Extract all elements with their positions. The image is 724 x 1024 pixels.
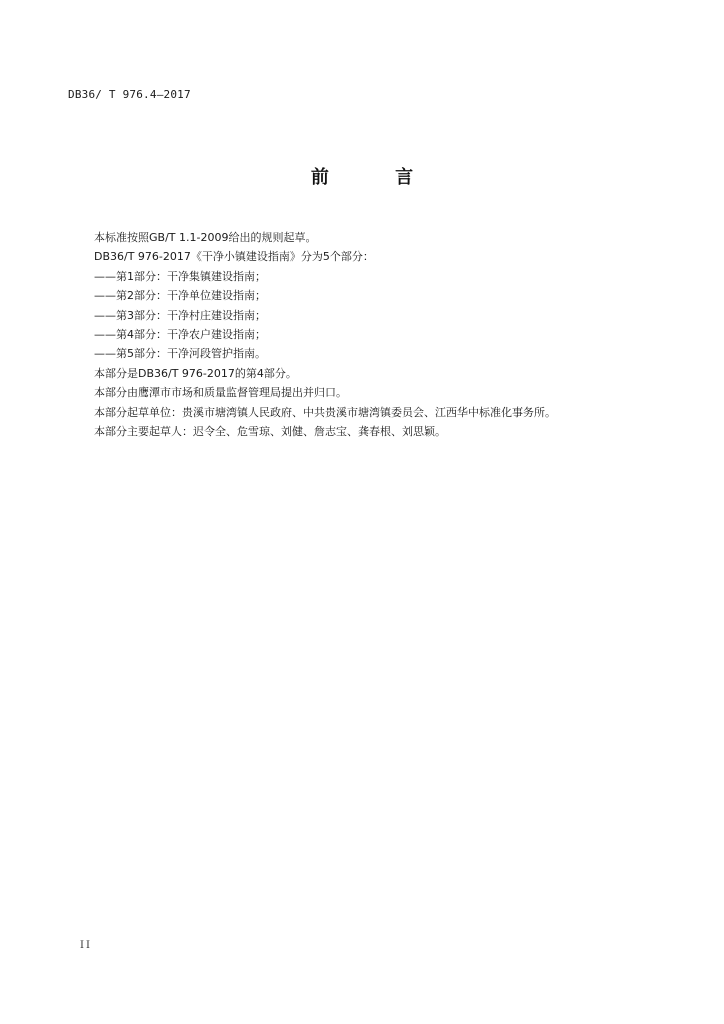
list-item-part-1: ——第1部分：干净集镇建设指南； <box>94 269 266 283</box>
paragraph-drafters: 本部分主要起草人：迟令全、危雪琼、刘健、詹志宝、龚春根、刘思颖。 <box>94 424 446 438</box>
list-item-part-2: ——第2部分：干净单位建设指南； <box>94 289 266 303</box>
paragraph-drafting-units: 本部分起草单位：贵溪市塘湾镇人民政府、中共贵溪市塘湾镇委员会、江西华中标准化事务所。 <box>94 405 556 419</box>
paragraph-this-part: 本部分是DB36/T 976-2017的第4部分。 <box>94 366 297 380</box>
list-item-part-3: ——第3部分：干净村庄建设指南； <box>94 308 266 322</box>
foreword-body <box>94 228 694 441</box>
page-title: 前 言 <box>310 167 444 188</box>
list-item-part-5: ——第5部分：干净河段管护指南。 <box>94 347 266 361</box>
paragraph-proposed-by: 本部分由鹰潭市市场和质量监督管理局提出并归口。 <box>94 386 347 400</box>
page-number: II <box>80 940 92 951</box>
paragraph-drafting-rules: 本标准按照GB/T 1.1-2009给出的规则起草。 <box>94 231 317 244</box>
standard-code: DB36/ T 976.4—2017 <box>68 88 191 101</box>
list-item-part-4: ——第4部分：干净农户建设指南； <box>94 327 266 341</box>
paragraph-parts-intro: DB36/T 976-2017《干净小镇建设指南》分为5个部分： <box>94 250 374 264</box>
